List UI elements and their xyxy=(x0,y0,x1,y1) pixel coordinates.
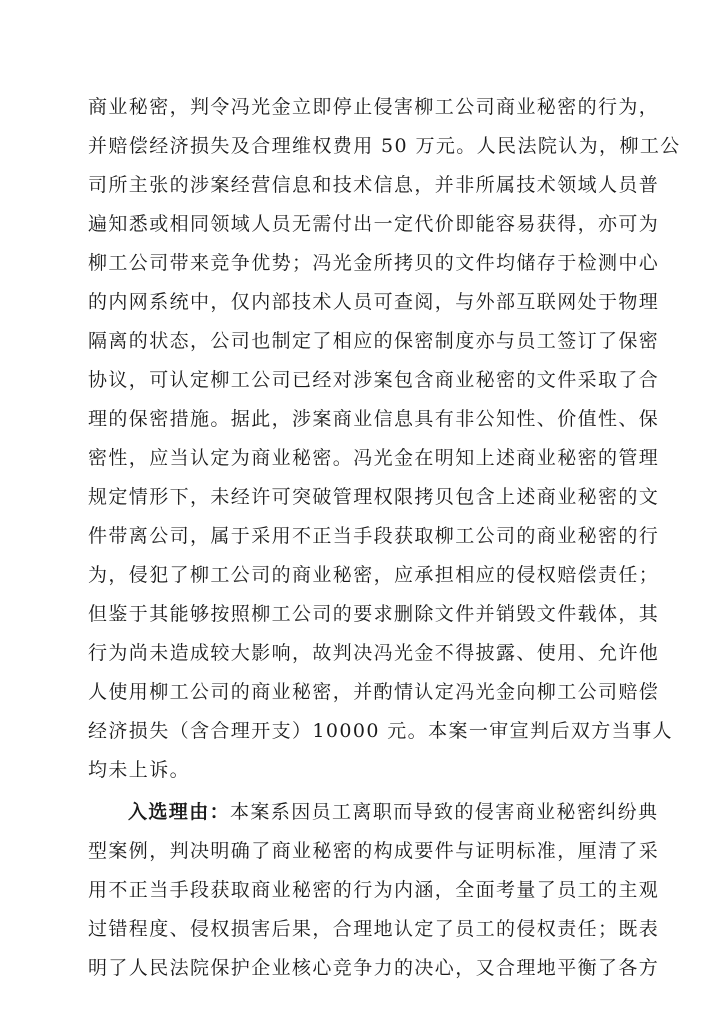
text-line: 遍知悉或相同领域人员无需付出一定代价即能容易获得，亦可为 xyxy=(88,213,660,235)
text-line xyxy=(128,803,658,822)
text-line: 规定情形下，未经许可突破管理权限拷贝包含上述商业秘密的文 xyxy=(88,486,660,508)
text-line: 为，侵犯了柳工公司的商业秘密，应承担相应的侵权赔偿责任； xyxy=(88,564,660,586)
text-line: 经济损失（含合理开支）10000 元。本案一审宣判后双方当事人 xyxy=(88,720,673,742)
text-line: 商业秘密，判令冯光金立即停止侵害柳工公司商业秘密的行为， xyxy=(88,96,660,118)
text-line: 并赔偿经济损失及合理维权费用 50 万元。人民法院认为，柳工公 xyxy=(88,135,681,157)
text-line: 司所主张的涉案经营信息和技术信息，并非所属技术领域人员普 xyxy=(88,174,660,196)
text-line: 均未上诉。 xyxy=(88,759,191,781)
text-line: 柳工公司带来竞争优势；冯光金所拷贝的文件均储存于检测中心 xyxy=(88,252,660,274)
text-line: 协议，可认定柳工公司已经对涉案包含商业秘密的文件采取了合 xyxy=(88,369,660,391)
text-line: 的内网系统中，仅内部技术人员可查阅，与外部互联网处于物理 xyxy=(88,291,660,313)
text-line: 型案例，判决明确了商业秘密的构成要件与证明标准，厘清了采 xyxy=(88,840,660,862)
text-run: 本案系因员工离职而导致的侵害商业秘密纠纷典 xyxy=(230,801,659,823)
text-line: 过错程度、侵权损害后果，合理地认定了员工的侵权责任；既表 xyxy=(88,918,660,940)
text-line: 行为尚未造成较大影响，故判决冯光金不得披露、使用、允许他 xyxy=(88,642,660,664)
text-line: 但鉴于其能够按照柳工公司的要求删除文件并销毁文件载体，其 xyxy=(88,603,660,625)
text-line: 件带离公司，属于采用不正当手段获取柳工公司的商业秘密的行 xyxy=(88,525,660,547)
selection-reason-heading: 入选理由： xyxy=(128,801,231,823)
text-line: 密性，应当认定为商业秘密。冯光金在明知上述商业秘密的管理 xyxy=(88,447,660,469)
text-line: 明了人民法院保护企业核心竞争力的决心，又合理地平衡了各方 xyxy=(88,957,660,979)
text-line: 隔离的状态，公司也制定了相应的保密制度亦与员工签订了保密 xyxy=(88,330,660,352)
text-line: 人使用柳工公司的商业秘密，并酌情认定冯光金向柳工公司赔偿 xyxy=(88,681,660,703)
text-line: 理的保密措施。据此，涉案商业信息具有非公知性、价值性、保 xyxy=(88,408,660,430)
text-line: 用不正当手段获取商业秘密的行为内涵，全面考量了员工的主观 xyxy=(88,879,660,901)
